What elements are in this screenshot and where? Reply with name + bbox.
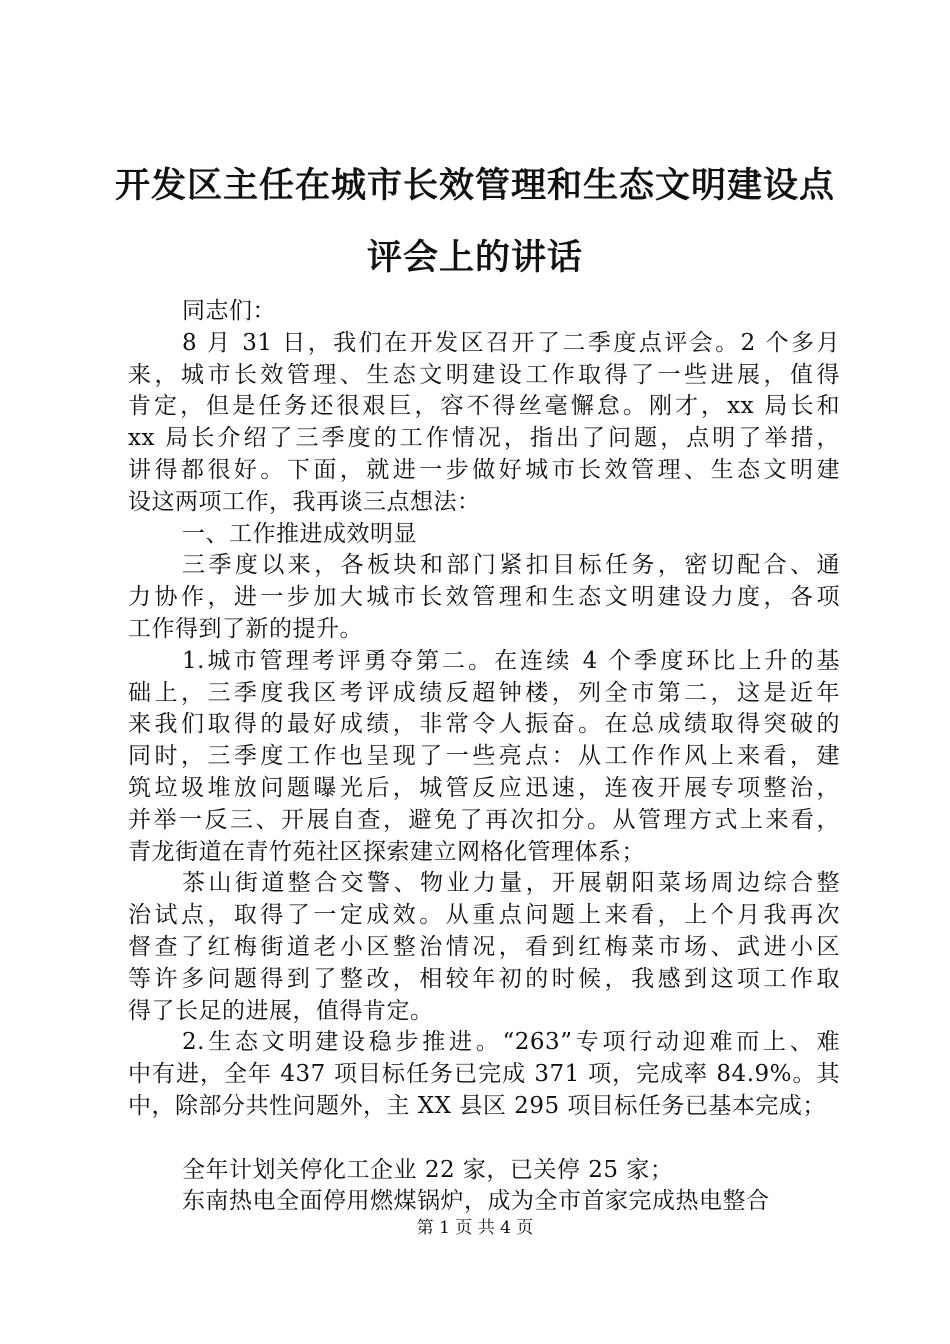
paragraph-line: 8 月 31 日，我们在开发区召开了二季度点评会。2 个多月 — [182, 329, 840, 356]
paragraph-line: 2.生态文明建设稳步推进。“263”专项行动迎难而上、难 — [182, 1029, 840, 1056]
paragraph-line: 一、工作推进成效明显 — [182, 520, 418, 547]
paragraph-line: 等许多问题得到了整改，相较年初的时候，我感到这项工作取 — [128, 965, 840, 992]
title-line-1: 开发区主任在城市长效管理和生态文明建设点 — [114, 166, 835, 206]
paragraph-line: 同志们： — [182, 298, 277, 324]
paragraph-line: 1.城市管理考评勇夺第二。在连续 4 个季度环比上升的基 — [182, 647, 840, 674]
paragraph-line: 讲得都很好。下面，就进一步做好城市长效管理、生态文明建 — [128, 456, 840, 483]
paragraph-line: 治试点，取得了一定成效。从重点问题上来看，上个月我再次 — [128, 902, 840, 929]
paragraph-line: xx 局长介绍了三季度的工作情况，指出了问题，点明了举措， — [128, 425, 840, 452]
paragraph — [128, 1186, 840, 1218]
paragraph-line: 力协作，进一步加大城市长效管理和生态文明建设力度，各项 — [128, 584, 840, 611]
paragraph — [128, 868, 840, 1027]
paragraph-line: 得了长足的进展，值得肯定。 — [128, 997, 434, 1024]
paragraph-line: 东南热电全面停用燃煤锅炉，成为全市首家完成热电整合 — [182, 1188, 770, 1215]
paragraph-line: 三季度以来，各板块和部门紧扣目标任务，密切配合、通 — [182, 552, 840, 579]
document-title — [110, 150, 840, 294]
paragraph-line: 全年计划关停化工企业 22 家，已关停 25 家； — [182, 1156, 674, 1183]
title-line-2: 评会上的讲话 — [366, 238, 583, 278]
paragraph — [128, 1027, 840, 1122]
paragraph — [128, 646, 840, 869]
document-body — [128, 296, 840, 1218]
paragraph — [128, 328, 840, 519]
paragraph-line: 设这两项工作，我再谈三点想法： — [128, 488, 481, 515]
paragraph — [128, 296, 840, 328]
paragraph-line: 肯定，但是任务还很艰巨，容不得丝毫懈怠。刚才，xx 局长和 — [128, 393, 840, 420]
paragraph-line: 中有进，全年 437 项目标任务已完成 371 项，完成率 84.9%。其 — [128, 1061, 840, 1088]
paragraph-gap — [128, 1123, 840, 1155]
page-number-footer: 第 1 页 共 4 页 — [416, 1218, 534, 1238]
paragraph-line: 工作得到了新的提升。 — [128, 615, 363, 642]
paragraph-line: 来，城市长效管理、生态文明建设工作取得了一些进展，值得 — [128, 361, 840, 388]
paragraph-line: 中，除部分共性问题外，主 XX 县区 295 项目标任务已基本完成； — [128, 1092, 826, 1119]
paragraph-line: 茶山街道整合交警、物业力量，开展朝阳菜场周边综合整 — [182, 870, 840, 897]
paragraph — [128, 550, 840, 645]
paragraph-line: 并举一反三、开展自查，避免了再次扣分。从管理方式上来看， — [128, 806, 840, 833]
paragraph — [128, 1155, 840, 1187]
paragraph-line: 来我们取得的最好成绩，非常令人振奋。在总成绩取得突破的 — [128, 711, 840, 738]
paragraph-line: 同时，三季度工作也呈现了一些亮点：从工作作风上来看，建 — [128, 743, 840, 770]
paragraph — [128, 519, 840, 551]
paragraph-line: 督查了红梅街道老小区整治情况，看到红梅菜市场、武进小区 — [128, 933, 840, 960]
paragraph-line: 筑垃圾堆放问题曝光后，城管反应迅速，连夜开展专项整治， — [128, 774, 840, 801]
paragraph-line: 青龙街道在青竹苑社区探索建立网格化管理体系； — [128, 838, 645, 865]
paragraph-line: 础上，三季度我区考评成绩反超钟楼，列全市第二，这是近年 — [128, 679, 840, 706]
